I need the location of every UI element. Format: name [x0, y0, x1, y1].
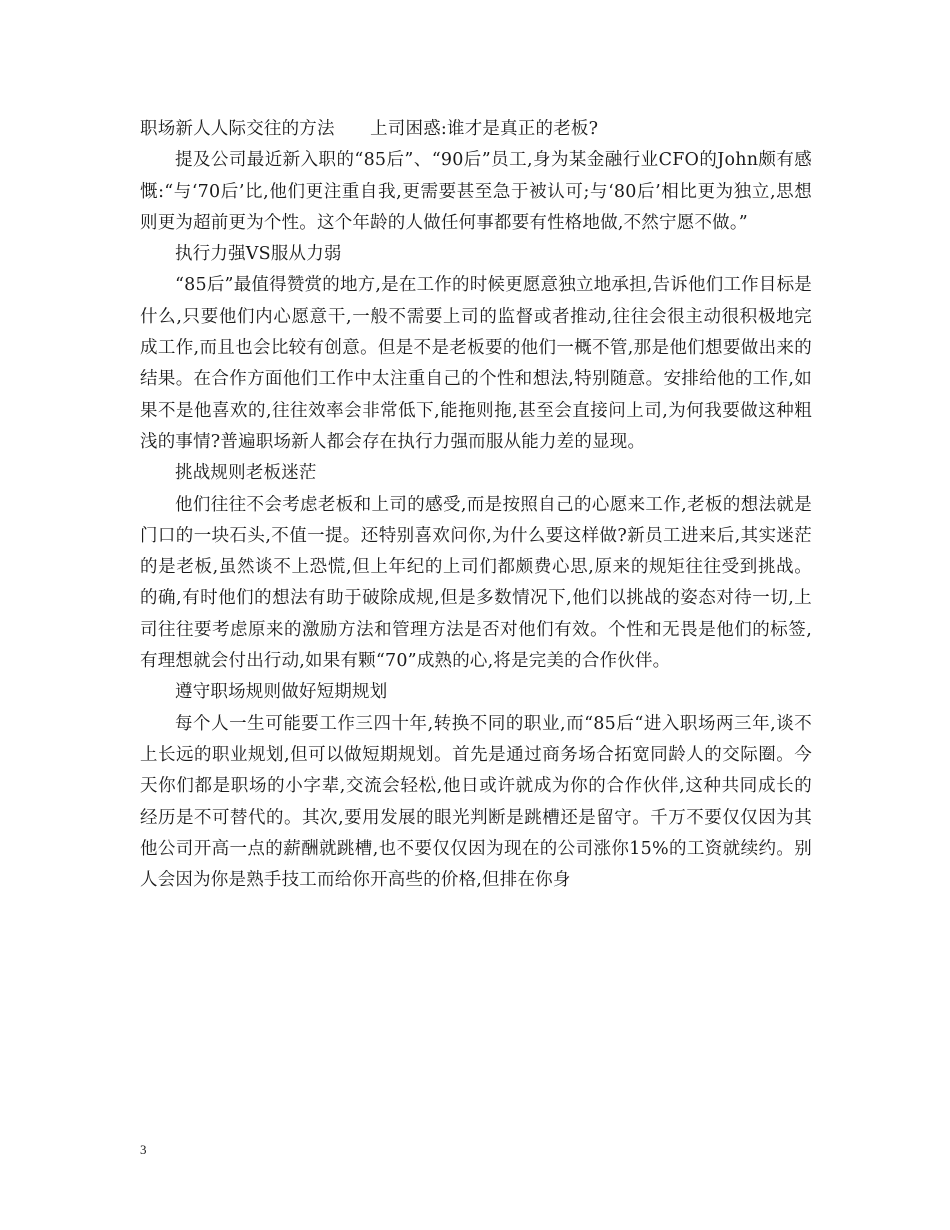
document-body [140, 114, 812, 896]
section-heading-planning: 遵守职场规则做好短期规划 [175, 682, 388, 703]
paragraph-intro: 提及公司最近新入职的“85后”、“90后”员工,身为某金融行业CFO的John颇有感慨:“与‘70后’比,他们更注重自我,更需要甚至急于被认可;与‘80后’相比更为独立,思想则更为超前更为个性。这个年龄的人做任何事都要有性格地做,不然宁愿不做。” [140, 150, 812, 233]
section-heading-execution: 执行力强VS服从力弱 [175, 244, 342, 265]
paragraph-challenge: 他们往往不会考虑老板和上司的感受,而是按照自己的心愿来工作,老板的想法就是门口的一块石头,不值一提。还特别喜欢问你,为什么要这样做?新员工进来后,其实迷茫的是老板,虽然谈不上恐慌,但上年纪的上司们都颇费心思,原来的规矩往往受到挑战。的确,有时他们的想法有助于破除成规,但是多数情况下,他们以挑战的姿态对待一切,上司往往要考虑原来的激励方法和管理方法是否对他们有效。个性和无畏是他们的标签,有理想就会付出行动,如果有颗“70”成熟的心,将是完美的合作伙伴。 [140, 494, 812, 672]
paragraph-planning: 每个人一生可能要工作三四十年,转换不同的职业,而“85后“进入职场两三年,谈不上长远的职业规划,但可以做短期规划。首先是通过商务场合拓宽同龄人的交际圈。今天你们都是职场的小字辈,交流会轻松,他日或许就成为你的合作伙伴,这种共同成长的经历是不可替代的。其次,要用发展的眼光判断是跳槽还是留守。千万不要仅仅因为其他公司开高一点的薪酬就跳槽,也不要仅仅因为现在的公司涨你15%的工资就续约。别人会因为你是熟手技工而给你开高些的价格,但排在你身 [140, 713, 812, 891]
paragraph-execution: “85后”最值得赞赏的地方,是在工作的时候更愿意独立地承担,告诉他们工作目标是什么,只要他们内心愿意干,一般不需要上司的监督或者推动,往往会很主动很积极地完成工作,而且也会比较有创意。但是不是老板要的他们一概不管,那是他们想要做出来的结果。在合作方面他们工作中太注重自己的个性和想法,特别随意。安排给他的工作,如果不是他喜欢的,往往效率会非常低下,能拖则拖,甚至会直接问上司,为何我要做这种粗浅的事情?普遍职场新人都会存在执行力强而服从能力差的显现。 [140, 275, 812, 452]
title-line: 职场新人人际交往的方法 上司困惑:谁才是真正的老板? [140, 119, 599, 139]
page-number: 3 [140, 1142, 147, 1157]
section-heading-challenge: 挑战规则老板迷茫 [175, 463, 317, 484]
